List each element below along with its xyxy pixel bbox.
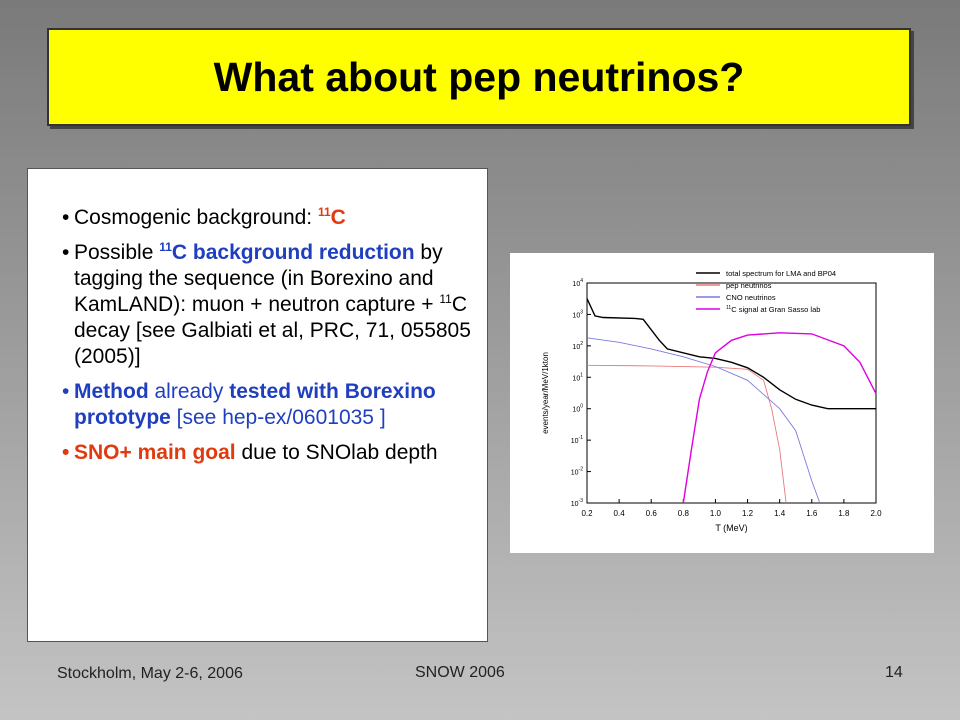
footer-event: SNOW 2006: [415, 664, 505, 681]
title-box: [47, 28, 911, 126]
footer-location: Stockholm, May 2-6, 2006: [57, 665, 243, 682]
chart-panel: [510, 253, 934, 553]
y-axis-label: events/year/MeV/1kton: [541, 352, 550, 434]
x-tick-label: 0.8: [677, 509, 689, 518]
bullet-3: • Method already tested with Borexino prototype [see hep-ex/0601035 ]: [62, 380, 436, 429]
y-tick-label: $10^1$: [572, 372, 583, 383]
bullet-2: • Possible $^{11}$C background reduction by tagging the sequence (in Borexino and KamLAND): muon + neutron capture + $^{11}$C decay [see Galbiati et al, PRC, 71, 055805 (2005)]: [62, 240, 471, 368]
y-tick-label: $10^{-1}$: [570, 435, 583, 446]
text-box: [27, 168, 488, 642]
page-number: 14: [885, 664, 903, 681]
series-line-0: [587, 299, 876, 409]
legend-label-3: $^{11}$C signal at Gran Sasso lab: [726, 305, 821, 314]
x-tick-label: 1.8: [838, 509, 850, 518]
y-tick-label: $10^3$: [572, 309, 583, 320]
x-tick-label: 0.6: [645, 509, 657, 518]
slide-title: What about pep neutrinos?: [213, 53, 745, 100]
x-tick-label: 1.2: [741, 509, 754, 518]
x-tick-label: 1.0: [709, 509, 722, 518]
x-tick-label: 0.4: [613, 509, 625, 518]
x-tick-label: 0.2: [581, 509, 593, 518]
x-tick-label: 1.4: [774, 509, 786, 518]
legend-label-0: total spectrum for LMA and BP04: [726, 269, 837, 278]
y-tick-label: $10^{-3}$: [570, 498, 583, 508]
bullet-marker: •: [62, 206, 70, 229]
bullet-list: [28, 205, 487, 475]
legend-label-1: pep neutrinos: [726, 281, 772, 290]
x-axis-label: T (MeV): [715, 523, 748, 533]
bullet-4: • SNO+ main goal due to SNOlab depth: [62, 441, 438, 464]
plot-frame: [587, 283, 876, 503]
y-tick-label: $10^4$: [572, 278, 583, 288]
bullet-marker: •: [62, 441, 70, 464]
legend-label-2: CNO neutrinos: [726, 293, 776, 302]
bullet-1: • Cosmogenic background: $^{11}$C: [62, 205, 346, 229]
x-tick-label: 1.6: [806, 509, 818, 518]
series-line-2: [587, 338, 820, 503]
spectrum-chart: [510, 253, 934, 553]
y-tick-label: $10^0$: [572, 403, 583, 414]
bullet-marker: •: [62, 380, 70, 403]
x-tick-label: 2.0: [870, 509, 882, 518]
y-tick-label: $10^{-2}$: [570, 466, 583, 477]
y-tick-label: $10^2$: [572, 340, 583, 351]
bullet-marker: •: [62, 241, 70, 264]
